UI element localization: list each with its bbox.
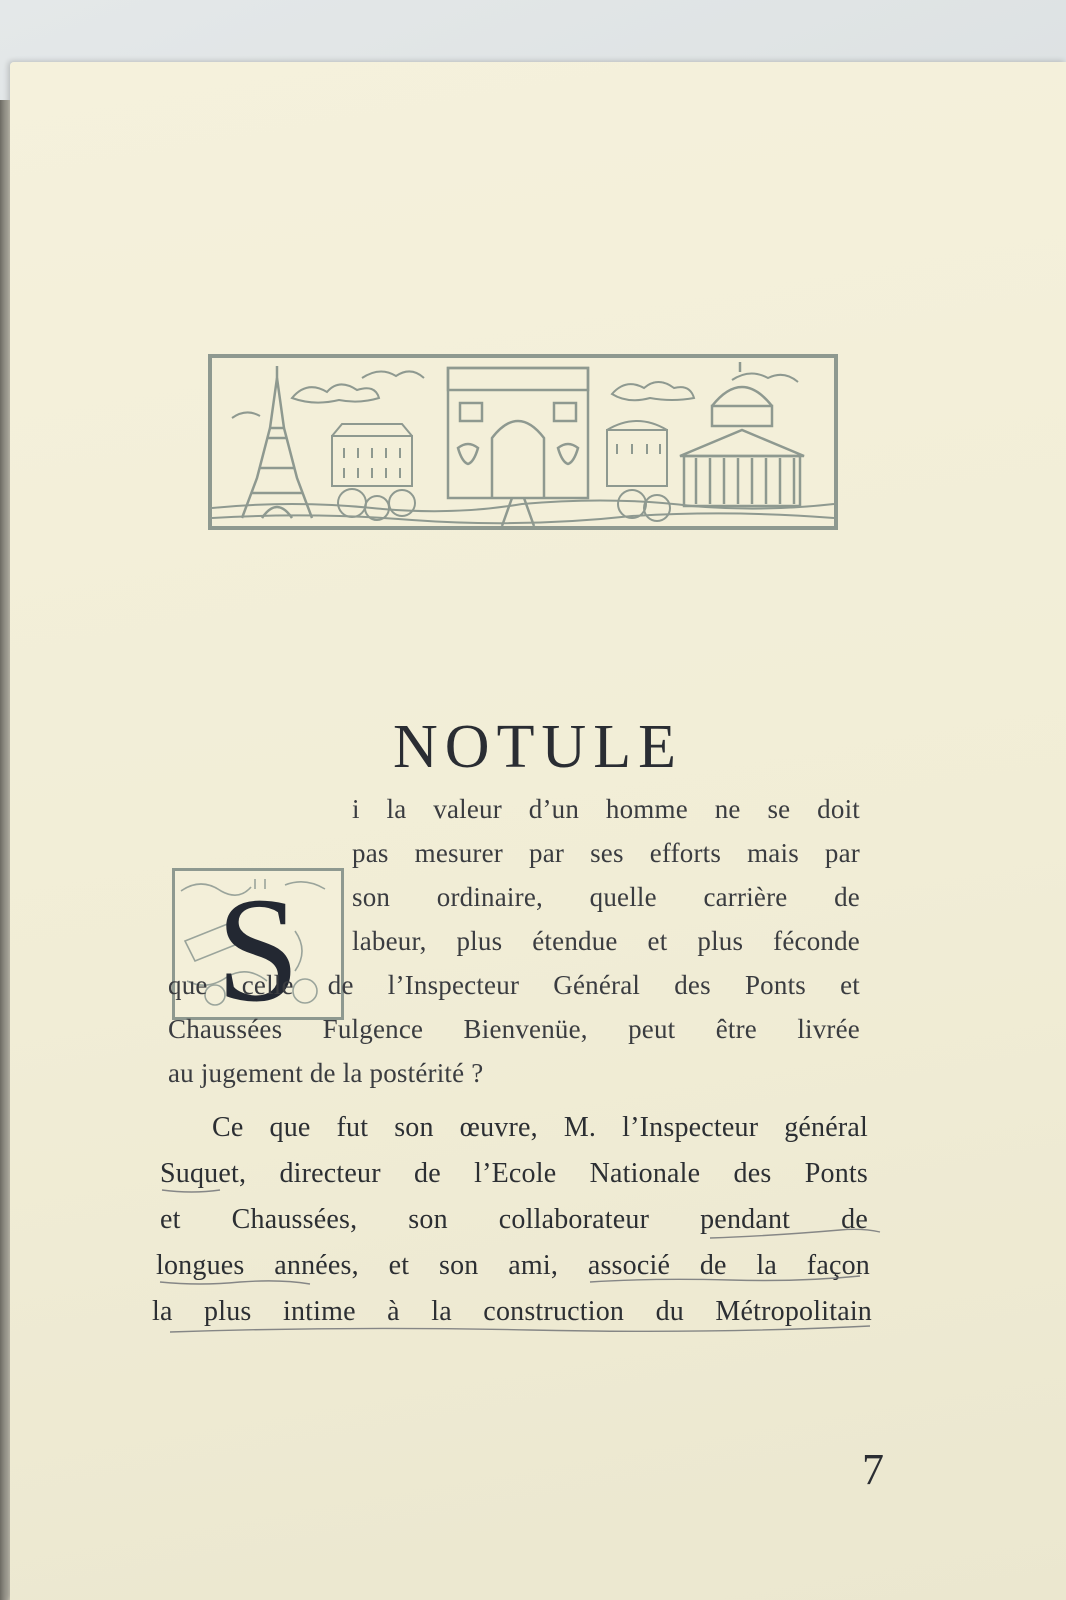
header-vignette (208, 354, 838, 530)
paragraph2-line-3: et Chaussées, son collaborateur pendant de (160, 1204, 868, 1235)
paragraph1-line-7: au jugement de la postérité ? (168, 1058, 484, 1088)
pantheon-icon (680, 362, 804, 506)
paragraph2-line-2: Suquet, directeur de l’Ecole Nationale des Ponts (160, 1158, 868, 1189)
pencil-underlines (10, 62, 1066, 1600)
paragraph1-line-4: labeur, plus étendue et plus féconde (352, 926, 860, 956)
page-number: 7 (862, 1445, 884, 1494)
book-page (10, 62, 1066, 1600)
paragraph1-line-2: pas mesurer par ses efforts mais par (352, 838, 860, 868)
paragraph1-line-3: son ordinaire, quelle carrière de (352, 882, 860, 912)
dropcap-letter: S (216, 867, 300, 1033)
paragraph1-line-1: i la valeur d’un homme ne se doit (352, 794, 860, 824)
paragraph1-line-6: Chaussées Fulgence Bienvenüe, peut être livrée (168, 1014, 860, 1044)
page-title: NOTULE (393, 712, 683, 781)
paragraph2-line-1: Ce que fut son œuvre, M. l’Inspecteur général (212, 1112, 868, 1143)
paragraph2-line-4: longues années, et son ami, associé de la façon (156, 1250, 870, 1281)
paragraph2-line-5: la plus intime à la construction du Métropolitain (152, 1296, 872, 1327)
arc-de-triomphe-icon (448, 368, 588, 526)
paragraph1-line-5: que celle de l’Inspecteur Général des Ponts et (168, 970, 860, 1000)
